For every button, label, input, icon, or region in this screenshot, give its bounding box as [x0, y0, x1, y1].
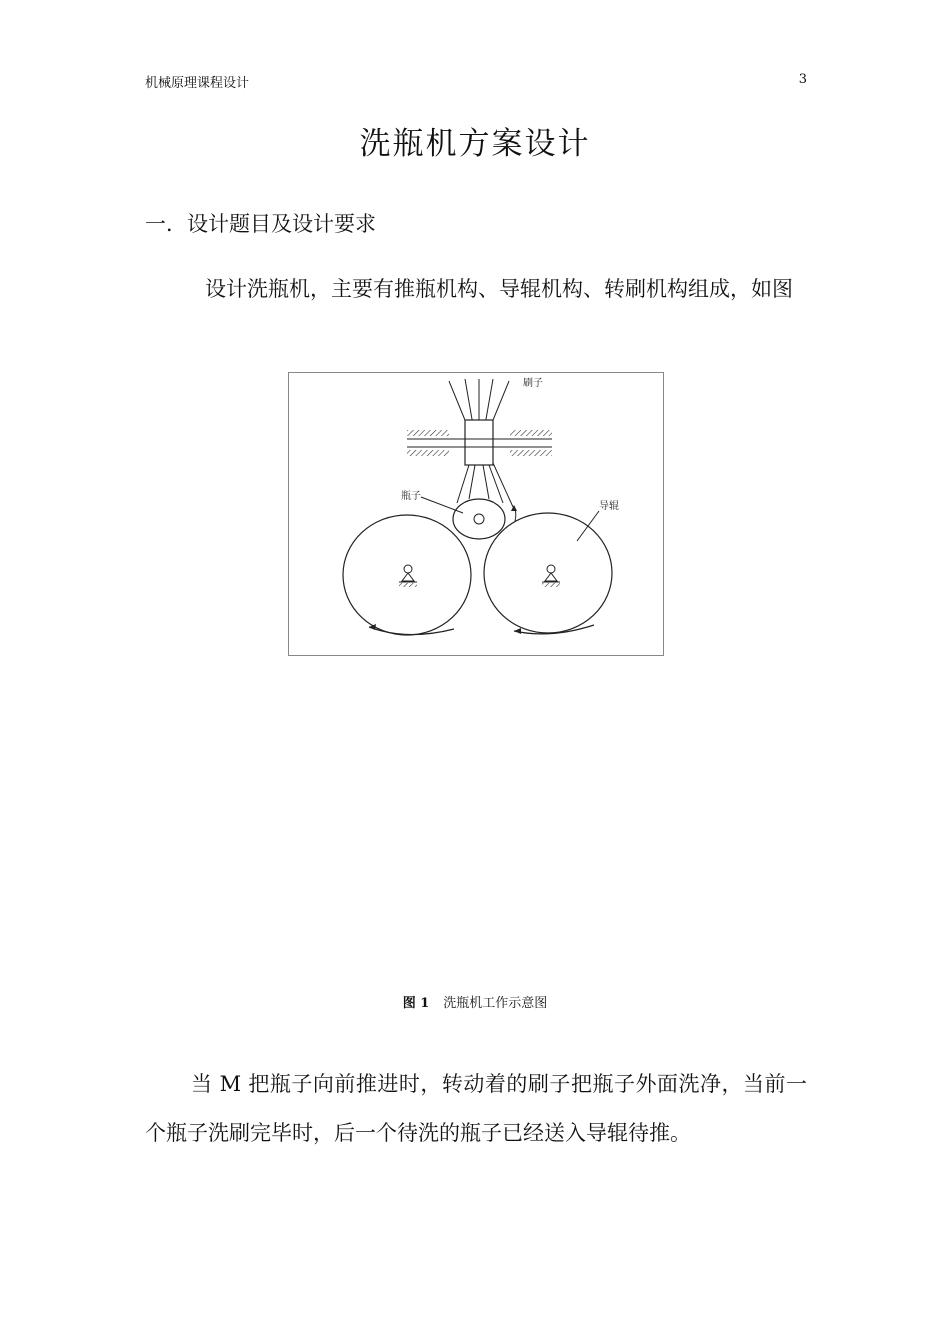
caption-number: 图 1: [402, 996, 430, 1011]
bottle: [453, 499, 505, 539]
page-title: 洗瓶机方案设计: [359, 126, 591, 162]
washer-diagram-svg: [289, 373, 663, 655]
section-heading: 一．设计题目及设计要求: [145, 212, 376, 236]
pivot-right: [542, 565, 560, 587]
label-bottle: 瓶子: [401, 491, 421, 502]
rotation-arrow-left: [369, 627, 454, 635]
header-course: 机械原理课程设计: [145, 76, 250, 91]
body-paragraph: 当 M 把瓶子向前推进时，转动着的刷子把瓶子外面洗净，当前一个瓶子洗刷完毕时，后一个待洗的瓶子已经送入导辊待推。: [145, 1072, 807, 1145]
intro-paragraph: 设计洗瓶机，主要有推瓶机构、导辊机构、转刷机构组成，如图: [205, 277, 793, 301]
roller-right: [484, 513, 612, 633]
bearing-right: [493, 430, 552, 456]
label-roller: 导辊: [599, 501, 619, 512]
brush-bristles: [449, 379, 509, 425]
caption-text: 洗瓶机工作示意图: [443, 996, 548, 1011]
label-brush: 刷子: [523, 378, 543, 389]
figure-diagram: [288, 372, 664, 656]
figure-caption: [0, 992, 950, 1011]
bearing-left: [407, 430, 465, 456]
pivot-left: [399, 565, 417, 587]
brush-hub: [465, 420, 493, 465]
page-number: 3: [798, 72, 807, 87]
